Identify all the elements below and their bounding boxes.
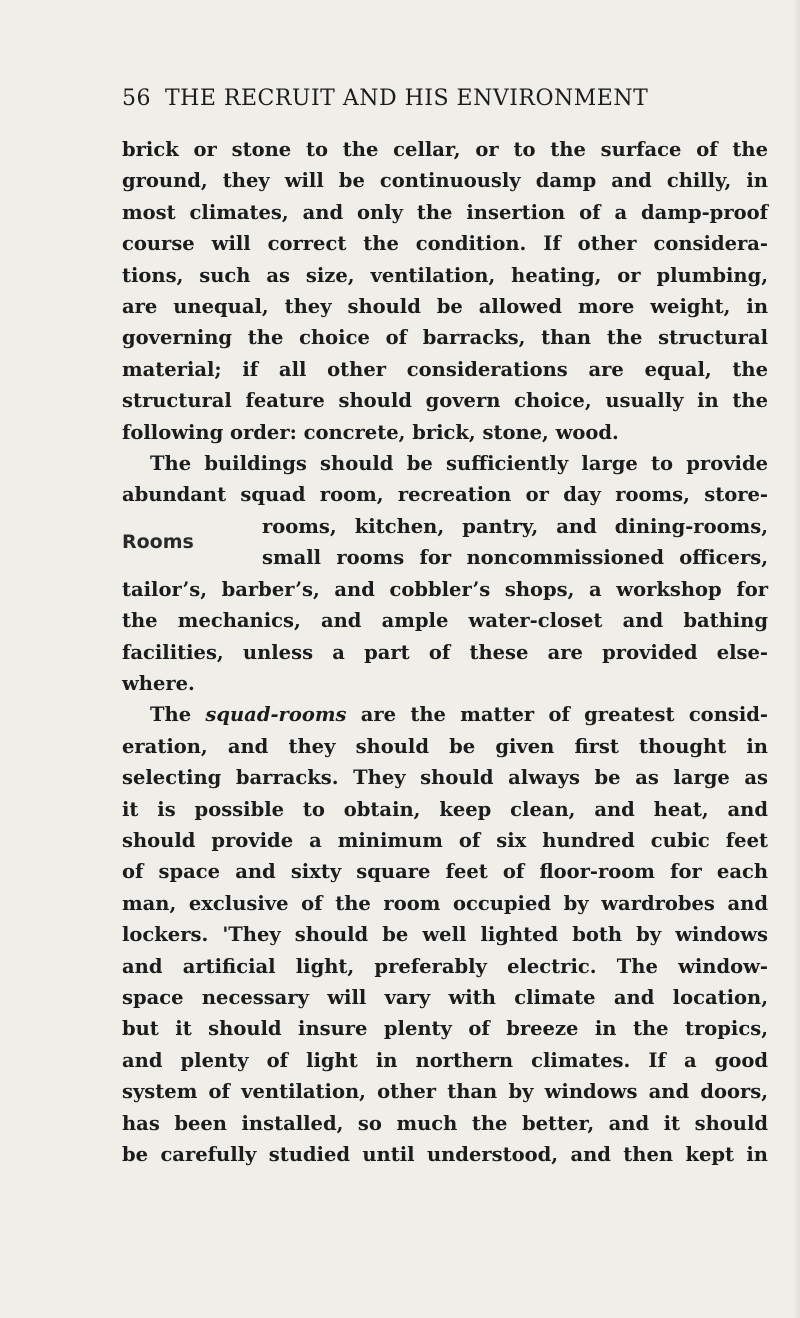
text-line: course will correct the condition. If other considera-	[122, 232, 768, 256]
text-line: abundant squad room, recreation or day rooms, store-	[122, 483, 768, 507]
text-line: man, exclusive of the room occupied by wardrobes and	[122, 891, 768, 915]
text-line: brick or stone to the cellar, or to the surface of the	[122, 138, 768, 161]
page-edge-shadow	[792, 0, 800, 1318]
text-line: most climates, and only the insertion of a damp-proof	[122, 200, 768, 224]
text-line: material; if all other considerations are equal, the	[122, 357, 768, 381]
page-number: 56	[122, 86, 151, 111]
body-text	[122, 134, 768, 1170]
text-line: selecting barracks. They should always be as large as	[122, 766, 768, 790]
text-line: tions, such as size, ventilation, heating, or plumbing,	[122, 263, 768, 287]
text-line: and plenty of light in northern climates. If a good	[122, 1048, 768, 1072]
paragraph-3	[122, 699, 768, 1170]
text-line: structural feature should govern choice, usually in the	[122, 389, 768, 413]
margin-note-lines	[262, 511, 768, 574]
text-line: lockers. 'They should be well lighted both by windows	[122, 923, 768, 947]
text-line: the mechanics, and ample water-closet and bathing	[122, 609, 768, 633]
text-line: of space and sixty square feet of floor-room for each	[122, 860, 768, 884]
margin-note-block	[122, 511, 768, 574]
text-line: governing the choice of barracks, than the structural	[122, 326, 768, 350]
margin-note-rooms: Rooms	[122, 530, 194, 553]
text-span: are the matter of greatest consid-	[346, 703, 768, 727]
text-line: small rooms for noncommissioned officers,	[262, 546, 768, 570]
text-line: should provide a minimum of six hundred cubic feet	[122, 828, 768, 852]
text-line: rooms, kitchen, pantry, and dining-rooms,	[262, 514, 768, 538]
running-title: THE RECRUIT AND HIS ENVIRONMENT	[165, 86, 649, 111]
text-line: system of ventilation, other than by windows and doors,	[122, 1080, 768, 1104]
text-line: it is possible to obtain, keep clean, and heat, and	[122, 797, 768, 821]
paragraph-1	[122, 134, 768, 448]
italic-term: squad-rooms	[205, 703, 347, 727]
text-line: where.	[122, 671, 195, 695]
paragraph-2	[122, 448, 768, 699]
text-line	[122, 699, 768, 730]
text-line: and artificial light, preferably electric. The window-	[122, 954, 768, 978]
text-line: but it should insure plenty of breeze in the tropics,	[122, 1017, 768, 1041]
text-line: eration, and they should be given first thought in	[122, 734, 768, 758]
text-line: facilities, unless a part of these are provided else-	[122, 640, 768, 664]
running-header	[122, 86, 742, 111]
text-line: has been installed, so much the better, and it should	[122, 1111, 768, 1135]
text-span: The	[150, 703, 206, 727]
text-line: tailor’s, barber’s, and cobbler’s shops, a workshop for	[122, 577, 768, 601]
text-line: space necessary will vary with climate and location,	[122, 985, 768, 1009]
text-line: following order: concrete, brick, stone, wood.	[122, 420, 619, 444]
text-line: are unequal, they should be allowed more weight, in	[122, 295, 768, 319]
text-line: ground, they will be continuously damp and chilly, in	[122, 169, 768, 193]
text-line: be carefully studied until understood, and then kept in	[122, 1143, 768, 1166]
text-line: The buildings should be sufficiently large to provide	[150, 452, 768, 476]
